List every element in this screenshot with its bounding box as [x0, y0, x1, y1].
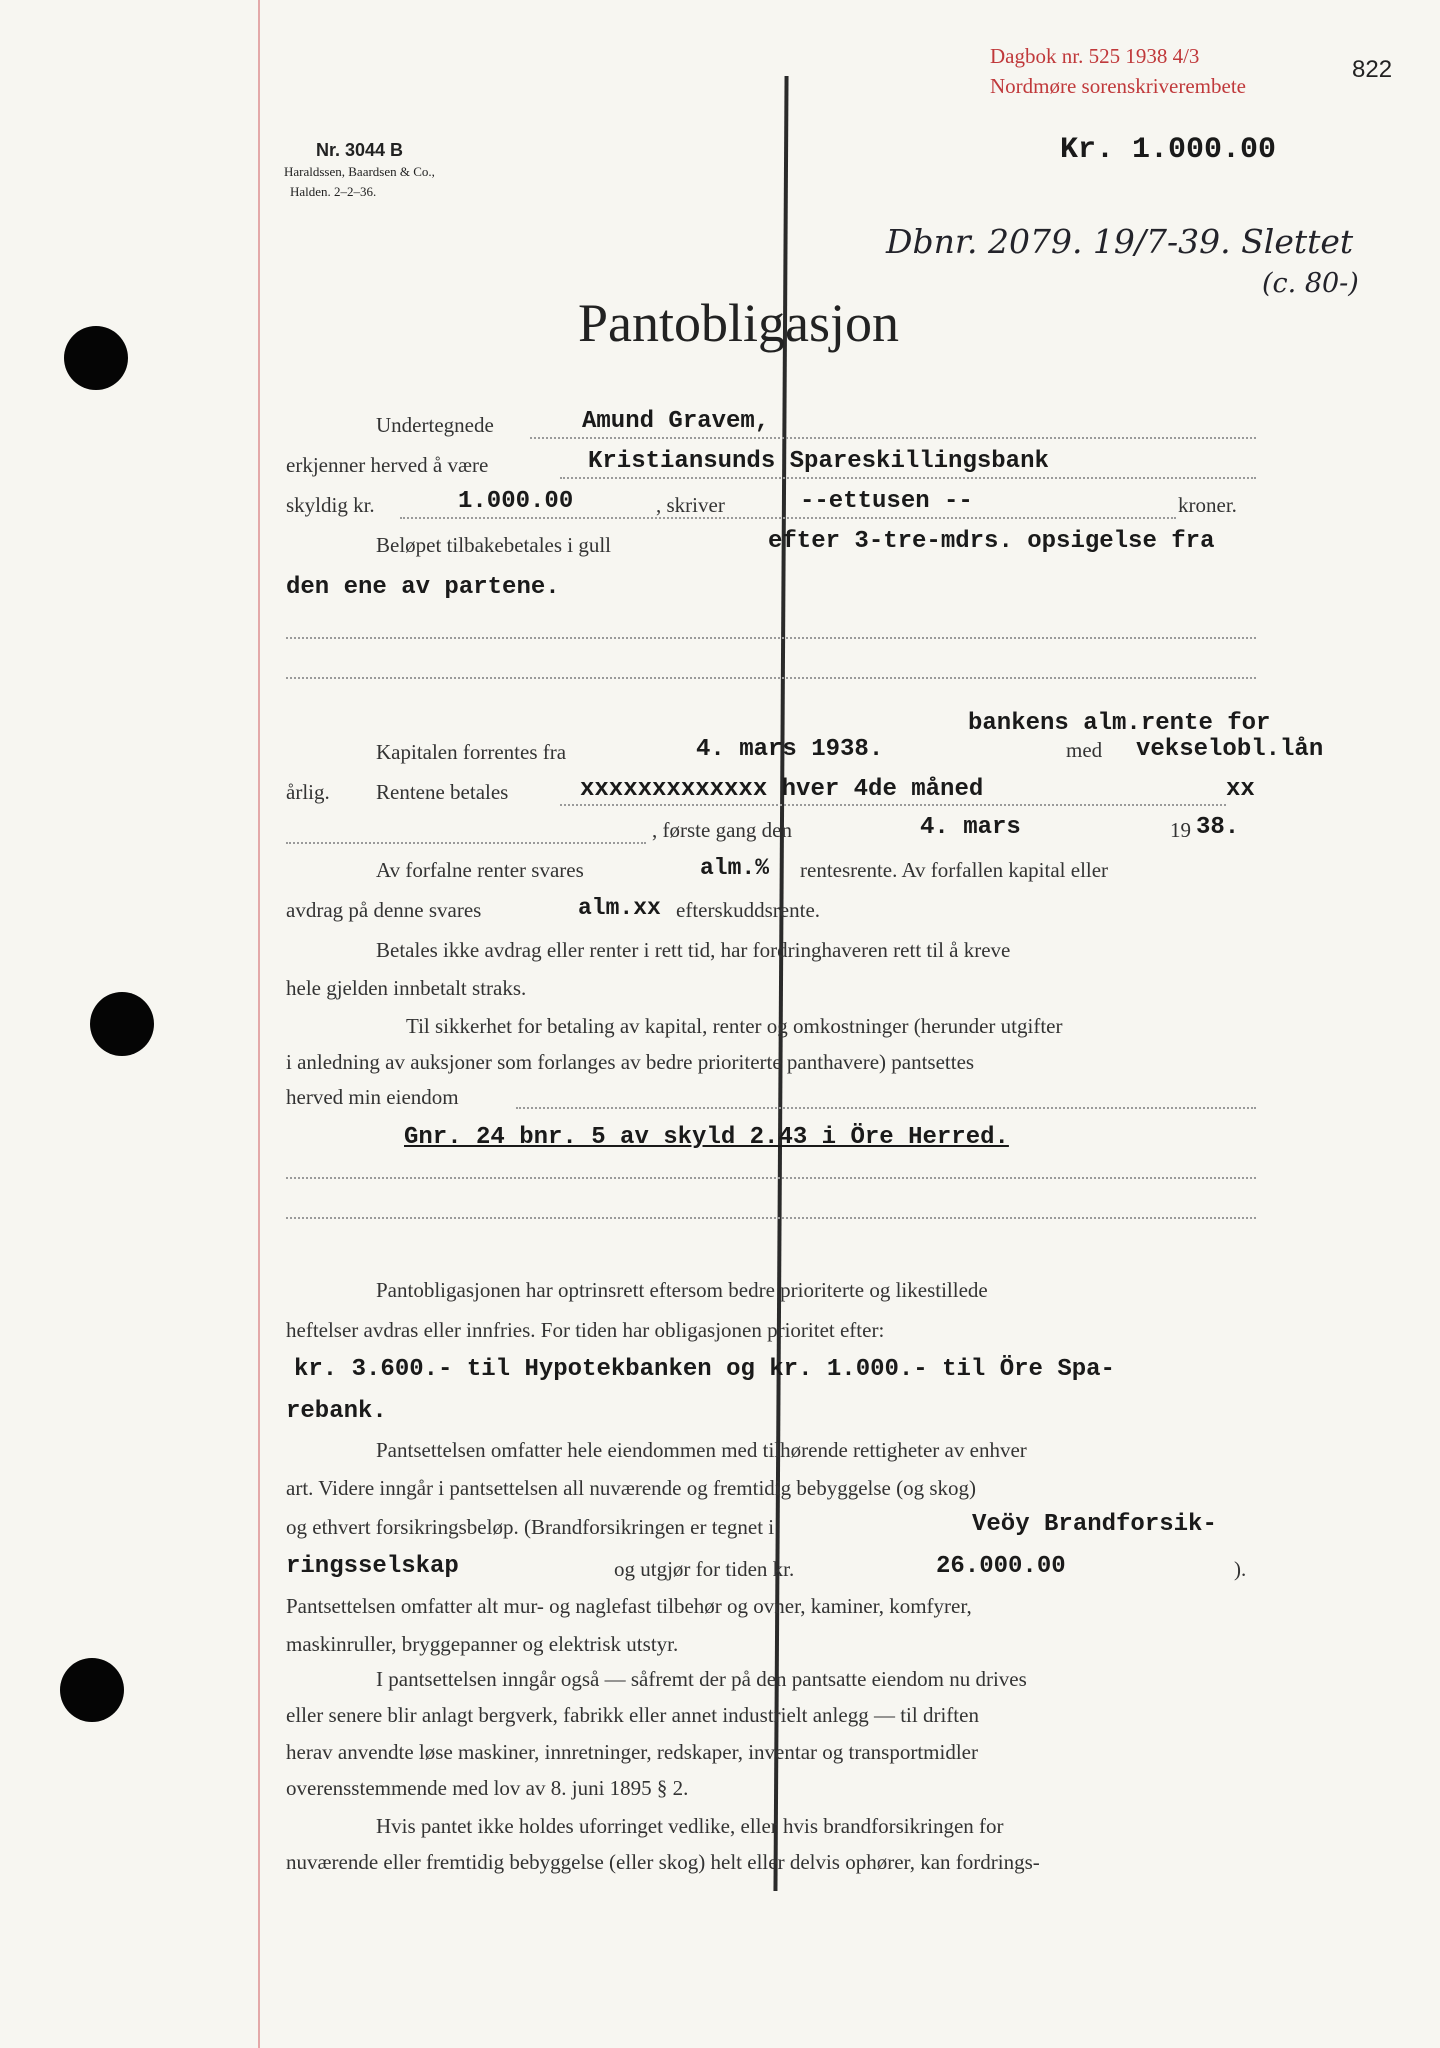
punch-hole [90, 992, 154, 1056]
installment-label: avdrag på denne svares [286, 898, 482, 922]
industrial-line2: eller senere blir anlagt bergverk, fabrikk eller annet industrielt anlegg — til driften [286, 1703, 979, 1727]
repayment-terms-line1: efter 3-tre-mdrs. opsigelse fra [768, 528, 1215, 555]
amount-in-words: --ettusen -- [800, 488, 973, 515]
interest-from-label: Kapitalen forrentes fra [376, 740, 567, 764]
punch-hole [60, 1658, 124, 1722]
registry-stamp-line2: Nordmøre sorenskriverembete [990, 74, 1246, 98]
interest-start-date: 4. mars 1938. [696, 736, 884, 763]
fixtures-line2: maskinruller, bryggepanner og elektrisk utstyr. [286, 1632, 679, 1656]
amount-label: skyldig kr. [286, 493, 375, 517]
printer-name: Haraldssen, Baardsen & Co., [284, 164, 435, 179]
repayment-label: Beløpet tilbakebetales i gull [376, 533, 612, 557]
industrial-line4: overensstemmende med lov av 8. juni 1895 § 2. [286, 1776, 689, 1800]
insured-value-close: ). [1234, 1557, 1247, 1581]
industrial-line1: I pantsettelsen inngår også — såfremt der på den pantsatte eiendom nu drives [376, 1667, 1027, 1691]
security-clause-line1: Til sikkerhet for betaling av kapital, renter og omkostninger (herunder utgifter [406, 1014, 1063, 1038]
maintenance-line2: nuværende eller fremtidig bebyggelse (eller skog) helt eller delvis ophører, kan fordrings- [286, 1850, 1040, 1874]
overdue-interest-label: Av forfalne renter svares [376, 858, 584, 882]
amount-header: Kr. 1.000.00 [1060, 133, 1277, 167]
handwritten-deletion-note: Dbnr. 2079. 19/7-39. Slettet [886, 222, 1354, 261]
insured-value-label: og utgjør for tiden kr. [614, 1557, 795, 1581]
first-payment-date: 4. mars [920, 814, 1021, 841]
interest-schedule: xxxxxxxxxxxxx hver 4de måned [580, 776, 984, 803]
page-number: 822 [1352, 56, 1393, 83]
form-number: Nr. 3044 B [316, 140, 404, 160]
interest-basis-line1: bankens alm.rente for [968, 710, 1271, 737]
insured-value: 26.000.00 [936, 1553, 1066, 1580]
handwritten-fee-note: (c. 80-) [1262, 268, 1359, 299]
scope-line1: Pantsettelsen omfatter hele eiendommen med tilhørende rettigheter av enhver [376, 1438, 1027, 1462]
creditor-name: Kristiansunds Spareskillingsbank [588, 448, 1049, 475]
default-clause-line2: hele gjelden innbetalt straks. [286, 976, 527, 1000]
security-clause-line3: herved min eiendom [286, 1085, 459, 1109]
installment-rate: alm.xx [578, 895, 661, 921]
debtor-label: Undertegnede [376, 413, 494, 437]
kroner-label: kroner. [1178, 493, 1237, 517]
debt-amount: 1.000.00 [458, 488, 574, 515]
repayment-terms-line2: den ene av partene. [286, 574, 560, 601]
prior-liens-line2: rebank. [286, 1398, 387, 1425]
overdue-interest-text: rentesrente. Av forfallen kapital eller [800, 858, 1109, 882]
overdue-interest-rate: alm.% [700, 855, 770, 881]
printer-place-date: Halden. 2–2–36. [290, 184, 377, 199]
security-clause-line2: i anledning av auksjoner som forlanges av bedre prioriterte panthavere) pantsettes [286, 1050, 975, 1074]
with-label: med [1066, 738, 1103, 762]
maintenance-line1: Hvis pantet ikke holdes uforringet vedlike, eller hvis brandforsikringen for [376, 1814, 1004, 1838]
fixtures-line1: Pantsettelsen omfatter alt mur- og naglefast tilbehør og ovner, kaminer, komfyrer, [286, 1594, 972, 1618]
debtor-name: Amund Gravem, [582, 408, 770, 435]
written-label: , skriver [656, 493, 725, 517]
annual-label: årlig. [286, 780, 330, 804]
scope-line3: og ethvert forsikringsbeløp. (Brandforsikringen er tegnet i [286, 1515, 775, 1539]
industrial-line3: herav anvendte løse maskiner, innretninger, redskaper, inventar og transportmidler [286, 1740, 978, 1764]
punch-hole [64, 326, 128, 390]
priority-clause-line1: Pantobligasjonen har optrinsrett eftersom bedre prioriterte og likestillede [376, 1278, 988, 1302]
first-payment-label: , første gang den [652, 818, 792, 842]
default-clause-line1: Betales ikke avdrag eller renter i rett tid, har fordringhaveren rett til å kreve [376, 938, 1011, 962]
prior-liens-line1: kr. 3.600.- til Hypotekbanken og kr. 1.000.- til Öre Spa- [294, 1356, 1115, 1383]
scope-line2: art. Videre inngår i pantsettelsen all nuværende og fremtidig bebyggelse (og skog) [286, 1476, 976, 1500]
interest-paid-label: Rentene betales [376, 780, 509, 804]
registry-stamp-line1: Dagbok nr. 525 1938 4/3 [990, 44, 1200, 68]
property-description: Gnr. 24 bnr. 5 av skyld 2.43 i Öre Herred. [404, 1124, 1009, 1151]
interest-schedule-mark: xx [1226, 776, 1255, 803]
insurance-company-line2: ringsselskap [286, 1553, 459, 1580]
insurance-company-line1: Veöy Brandforsik- [972, 1511, 1217, 1538]
first-payment-year: 38. [1196, 814, 1240, 841]
margin-rule [258, 0, 260, 2048]
document-title: Pantobligasjon [578, 293, 899, 353]
first-payment-year-prefix: 19 [1170, 818, 1191, 842]
priority-clause-line2: heftelser avdras eller innfries. For tiden har obligasjonen prioritet efter: [286, 1318, 885, 1342]
installment-text: efterskuddsrente. [676, 898, 821, 922]
interest-basis-line2: vekselobl.lån [1136, 736, 1324, 763]
creditor-label: erkjenner herved å være [286, 453, 489, 477]
